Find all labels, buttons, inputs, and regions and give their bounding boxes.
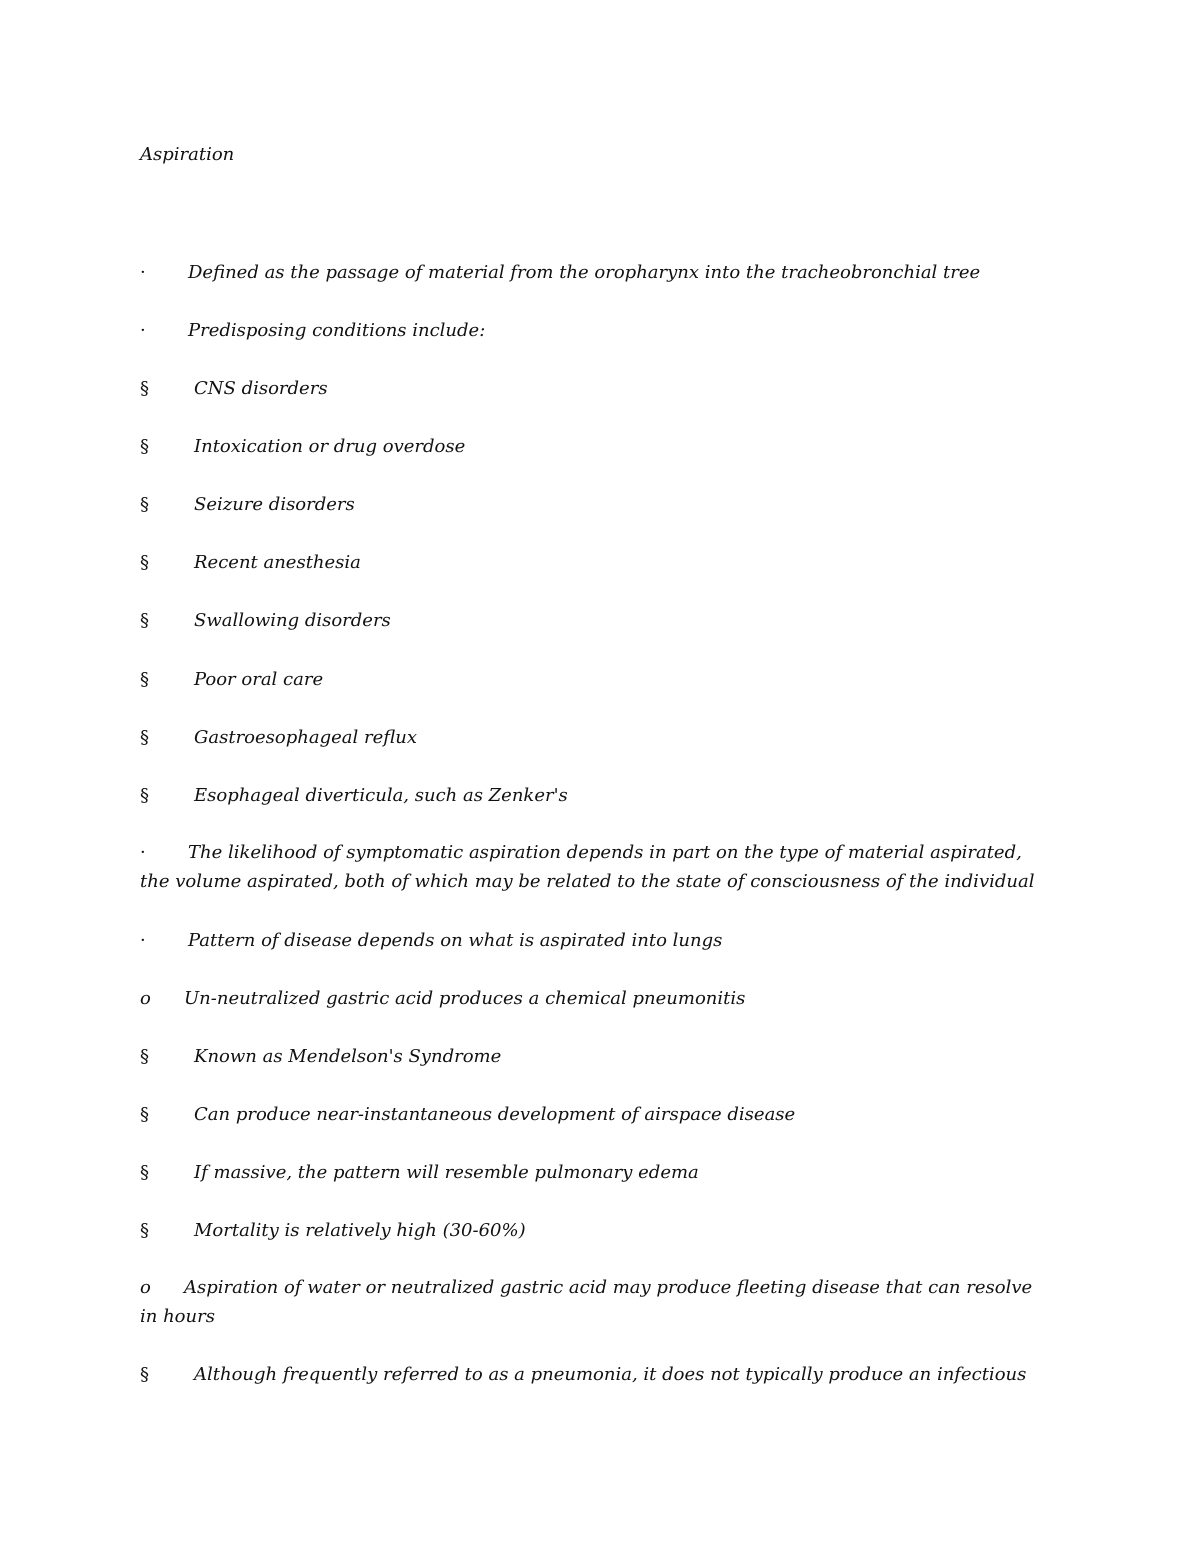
list-item-text: Gastroesophageal reflux	[194, 727, 417, 748]
list-item	[140, 838, 1050, 896]
section-marker: §	[140, 552, 149, 573]
list-item-text: Recent anesthesia	[194, 552, 361, 573]
list-item	[140, 1100, 1050, 1129]
list-item	[140, 490, 1050, 519]
sub-bullet-marker: o	[140, 988, 151, 1009]
list-item	[140, 374, 1050, 403]
list-item-text: Seizure disorders	[194, 494, 355, 515]
bullet-marker: ·	[140, 930, 146, 951]
list-item	[140, 665, 1050, 694]
list-item-text: CNS disorders	[194, 378, 328, 399]
section-marker: §	[140, 1046, 149, 1067]
list-item	[140, 1360, 1050, 1389]
list-item	[140, 723, 1050, 752]
list-item	[140, 258, 1050, 287]
list-item-text: Swallowing disorders	[194, 610, 391, 631]
list-item	[140, 548, 1050, 577]
list-item	[140, 781, 1050, 810]
list-item	[140, 316, 1050, 345]
list-item	[140, 1216, 1050, 1245]
bullet-marker: ·	[140, 842, 146, 863]
list-item-text: Although frequently referred to as a pneumonia, it does not typically produce an infectious	[194, 1364, 1027, 1385]
bullet-marker: ·	[140, 320, 146, 341]
sub-bullet-marker: o	[140, 1277, 151, 1298]
list-item-text: If massive, the pattern will resemble pulmonary edema	[194, 1162, 699, 1183]
document-title: Aspiration	[140, 144, 235, 165]
list-item-text: Mortality is relatively high (30-60%)	[194, 1220, 526, 1241]
section-marker: §	[140, 1364, 149, 1385]
list-item-text: Intoxication or drug overdose	[194, 436, 466, 457]
section-marker: §	[140, 1220, 149, 1241]
section-marker: §	[140, 494, 149, 515]
list-item-text: Pattern of disease depends on what is aspirated into lungs	[188, 930, 723, 951]
list-item-text: Predisposing conditions include:	[188, 320, 486, 341]
list-item	[140, 1042, 1050, 1071]
list-item-text: Esophageal diverticula, such as Zenker's	[194, 785, 568, 806]
section-marker: §	[140, 436, 149, 457]
section-marker: §	[140, 1162, 149, 1183]
list-item-text: Can produce near-instantaneous development of airspace disease	[194, 1104, 796, 1125]
list-item-text: Poor oral care	[194, 669, 324, 690]
list-item	[140, 1158, 1050, 1187]
section-marker: §	[140, 378, 149, 399]
list-item-text: Known as Mendelson's Syndrome	[194, 1046, 502, 1067]
section-marker: §	[140, 669, 149, 690]
list-item	[140, 1273, 1050, 1331]
section-marker: §	[140, 610, 149, 631]
list-item-text: Aspiration of water or neutralized gastric acid may produce fleeting disease that can resolve in hours	[140, 1277, 1033, 1327]
list-item-text: Defined as the passage of material from the oropharynx into the tracheobronchial tree	[188, 262, 981, 283]
list-item	[140, 606, 1050, 635]
section-marker: §	[140, 727, 149, 748]
list-item	[140, 926, 1050, 955]
bullet-marker: ·	[140, 262, 146, 283]
list-item-text: Un-neutralized gastric acid produces a chemical pneumonitis	[184, 988, 746, 1009]
list-item-text: The likelihood of symptomatic aspiration depends in part on the type of material aspirated, the volume aspirated, both of which may be related to the state of consciousness of the individual	[140, 842, 1035, 892]
section-marker: §	[140, 1104, 149, 1125]
section-marker: §	[140, 785, 149, 806]
list-item	[140, 432, 1050, 461]
list-item	[140, 984, 1050, 1013]
